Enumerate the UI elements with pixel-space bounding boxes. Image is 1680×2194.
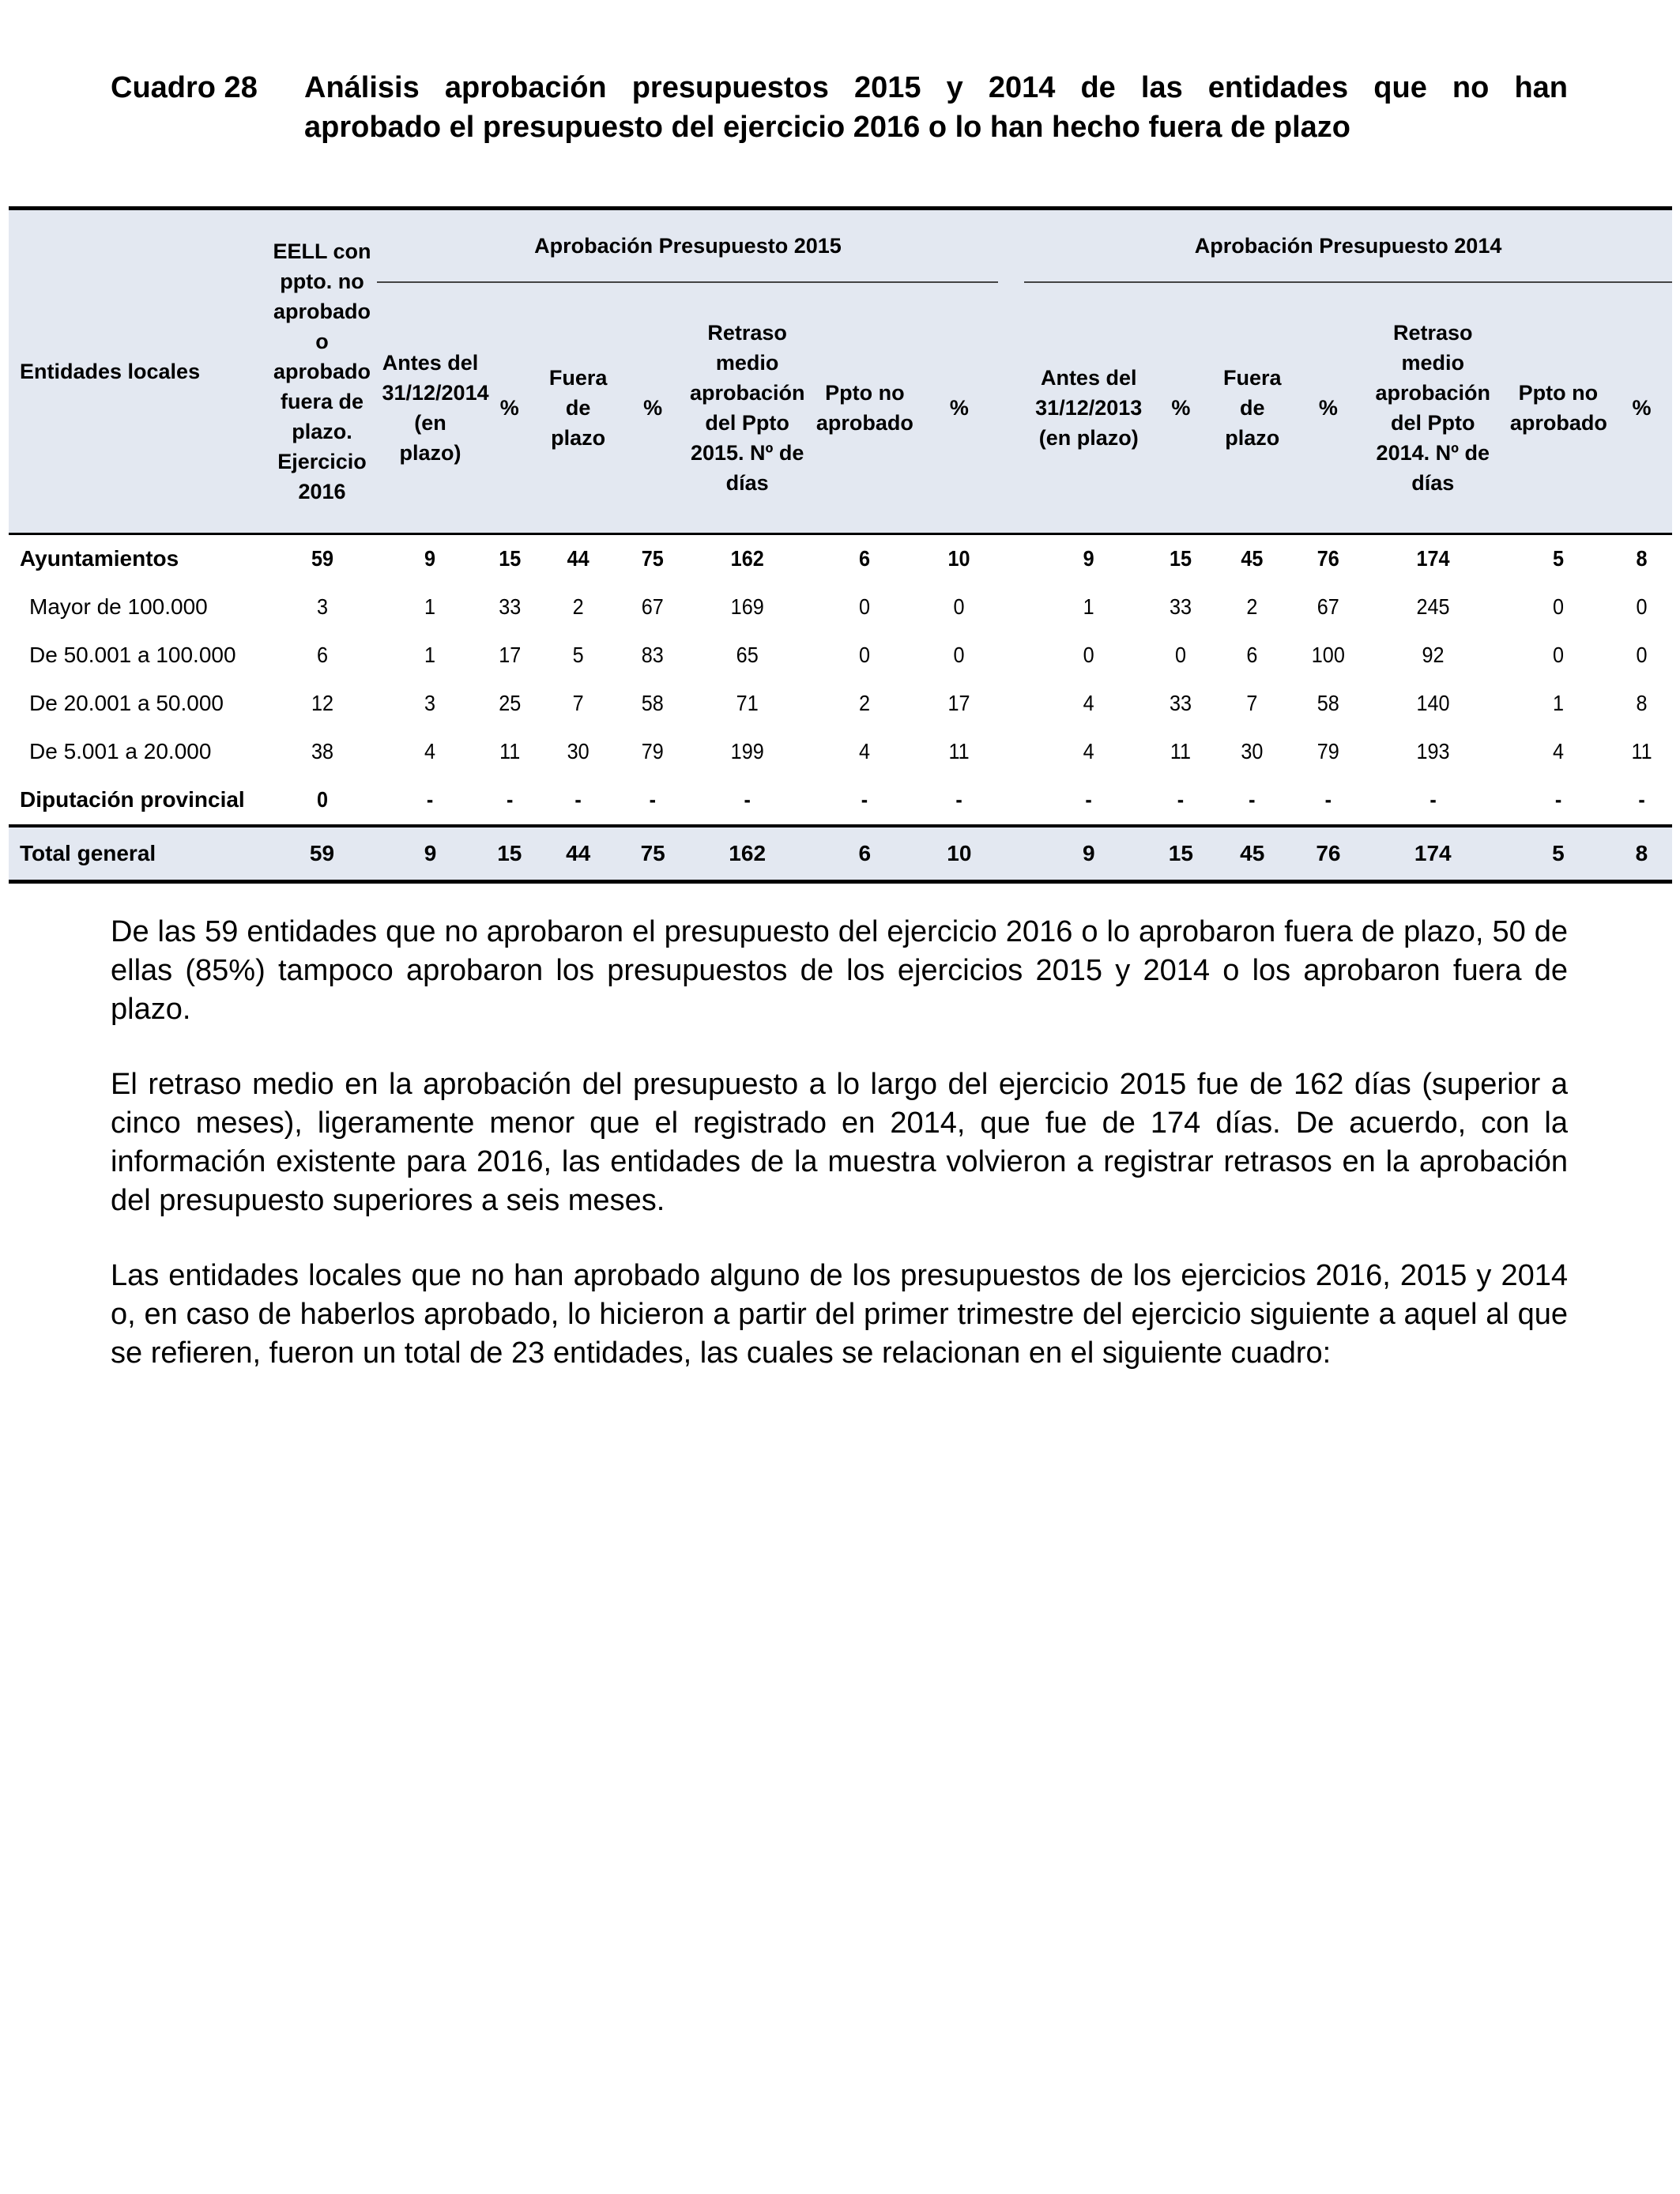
table-cell: 3 [424,691,436,715]
table-cell: - [649,787,657,812]
total-cell: 6 [809,826,920,882]
total-cell: 5 [1505,826,1611,882]
table-cell: 4 [859,739,871,763]
table-cell: 5 [572,643,584,667]
table-cell: 15 [486,533,533,583]
table-cell: 0 [1175,643,1187,667]
table-cell: - [1177,787,1185,812]
table-cell: - [1554,787,1562,812]
header-ppto-no: Ppto no aprobado [1509,380,1607,435]
table-cell: 140 [1416,691,1450,715]
table-cell: - [574,787,582,812]
table-cell: 30 [1241,739,1264,763]
table-cell: 100 [1311,643,1345,667]
table-row [9,728,1672,776]
row-label: De 20.001 a 50.000 [29,691,224,715]
table-cell: 3 [316,594,328,619]
header-pct: % [1318,395,1338,420]
table-cell: 75 [623,533,681,583]
table-cell: 8 [1614,533,1669,583]
total-cell: 15 [484,826,536,882]
total-cell: 174 [1361,826,1505,882]
table-cell: 11 [1170,739,1192,763]
header-pct: % [643,395,663,420]
total-cell: 59 [267,826,378,882]
table-cell: 67 [642,594,665,619]
table-cell: 169 [730,594,764,619]
table-row [9,680,1672,728]
total-cell: 10 [920,826,998,882]
table-cell: 6 [815,533,914,583]
table-cell: 0 [316,787,328,812]
total-cell: 75 [620,826,685,882]
table-cell: 4 [1552,739,1564,763]
paragraph: Las entidades locales que no han aprobado alguno de los presupuestos de los ejercicios 2016, 2015 y 2014 o, en caso de haberlos aprobado, lo hicieron a partir del primer trimestre del ejercicio siguiente a aquel al que se refieren, fueron un total de 23 entidades, las cuales se relacionan en el siguiente cuadro: [111,1259,1568,1370]
table-cell: 245 [1416,594,1450,619]
table-cell: 0 [1636,643,1648,667]
header-retraso-2015: Retraso medio aprobación del Ppto 2015. Nº de días [689,320,805,495]
row-label: Mayor de 100.000 [29,594,208,619]
table-cell: 0 [953,594,965,619]
header-fuera: Fuera de plazo [548,365,608,450]
table-cell: 5 [1511,533,1607,583]
table-cell: 76 [1299,533,1357,583]
table-cell: 79 [1317,739,1339,763]
table-cell: - [506,787,514,812]
table-cell: 0 [1083,643,1094,667]
row-label: Diputación provincial [20,787,245,812]
table-total-row [9,826,1672,882]
row-label: Ayuntamientos [9,533,267,583]
table-cell: 174 [1368,533,1498,583]
table-cell: 17 [498,643,521,667]
table-row [9,583,1672,631]
table-cell: 193 [1416,739,1450,763]
title-line-1: Análisis aprobación presupuestos 2015 y 2014 de las entidades que no han [304,71,1568,104]
title-line-2: aprobado el presupuesto del ejercicio 2016 o lo han hecho fuera de plazo [304,111,1351,144]
table-cell: 6 [316,643,328,667]
header-ppto-no: Ppto no aprobado [816,380,913,435]
table-cell: 2 [1246,594,1258,619]
table-cell: 79 [642,739,665,763]
table-cell: 9 [382,533,478,583]
header-group-2014: Aprobación Presupuesto 2014 [1024,209,1672,283]
header-pct: % [499,395,519,420]
table-cell: 15 [1156,533,1206,583]
table-cell: 162 [691,533,804,583]
total-label: Total general [9,826,267,882]
header-group-2015: Aprobación Presupuesto 2015 [377,209,998,283]
table-cell: 199 [730,739,764,763]
total-cell: 45 [1208,826,1296,882]
header-pct: % [1632,395,1652,420]
table-cell: 33 [498,594,521,619]
row-label: De 5.001 a 20.000 [29,739,212,763]
table-cell: 1 [424,594,436,619]
table-cell: 67 [1317,594,1339,619]
table-cell: 1 [1083,594,1094,619]
table-cell: 33 [1170,691,1192,715]
header-pct: % [1171,395,1191,420]
table-cell: 0 [1552,594,1564,619]
table-cell: - [1249,787,1256,812]
budget-table [9,206,1672,884]
table-cell: 0 [1636,594,1648,619]
table-cell: 58 [1317,691,1339,715]
table-cell: 25 [498,691,521,715]
table-cell: 44 [540,533,616,583]
table-cell: 4 [424,739,436,763]
table-cell: 1 [424,643,436,667]
table-row [9,631,1672,680]
total-cell: 15 [1153,826,1208,882]
table-number: Cuadro 28 [111,71,258,104]
table-cell: - [1324,787,1332,812]
table-cell: 92 [1422,643,1445,667]
table-cell: 11 [948,739,970,763]
table-cell: 6 [1246,643,1258,667]
table-cell: 65 [736,643,759,667]
header-retraso-2014: Retraso medio aprobación del Ppto 2014. Nº de días [1375,320,1491,495]
table-cell: 11 [499,739,520,763]
header-pct: % [949,395,969,420]
table-cell: - [861,787,868,812]
header-entidades: Entidades locales [9,209,267,534]
table-cell: 59 [273,533,372,583]
table-cell: - [955,787,963,812]
table-cell: 38 [311,739,333,763]
table-cell: 1 [1552,691,1564,715]
table-cell: 9 [1030,533,1147,583]
table-cell: 2 [572,594,584,619]
total-cell: 9 [1024,826,1153,882]
table-cell: 4 [1083,739,1094,763]
table-row [9,533,1672,583]
table-cell: 12 [311,691,333,715]
table-cell: 8 [1636,691,1648,715]
table-cell: 45 [1213,533,1292,583]
paragraph: El retraso medio en la aprobación del presupuesto a lo largo del ejercicio 2015 fue de 162 días (superior a cinco meses), ligeramente menor que el registrado en 2014, que fue de 174 días. De acuerdo, con la información existente para 2016, las entidades de la muestra volvieron a registrar retrasos en la aprobación del presupuesto superiores a seis meses. [111,1068,1568,1217]
table-cell: 10 [924,533,994,583]
table-cell: 0 [859,643,871,667]
table-cell: 0 [953,643,965,667]
table-cell: 4 [1083,691,1094,715]
body-text [111,913,1568,1409]
table-cell: 17 [947,691,970,715]
table-row [9,776,1672,826]
total-cell: 44 [536,826,620,882]
total-cell: 76 [1296,826,1361,882]
table-cell: 58 [642,691,665,715]
table-cell: 33 [1170,594,1192,619]
header-fuera: Fuera de plazo [1222,365,1282,450]
table-cell: 71 [736,691,759,715]
table-cell: 30 [567,739,590,763]
table-cell: 2 [859,691,871,715]
table-cell: 83 [642,643,665,667]
row-label: De 50.001 a 100.000 [29,643,236,667]
table-cell: - [1430,787,1437,812]
table-cell: 0 [859,594,871,619]
header-antes-2015: Antes del 31/12/2014 (en plazo) [382,350,489,465]
total-cell: 9 [377,826,483,882]
table-cell: 7 [1246,691,1258,715]
table-cell: - [1085,787,1092,812]
total-cell: 8 [1611,826,1672,882]
table-cell: 11 [1631,739,1652,763]
paragraph: De las 59 entidades que no aprobaron el presupuesto del ejercicio 2016 o lo aprobaron fuera de plazo, 50 de ellas (85%) tampoco aprobaron los presupuestos de los ejercicios 2015 y 2014 o los aprobaron fuera de plazo. [111,915,1568,1026]
header-antes-2014: Antes del 31/12/2013 (en plazo) [1035,365,1143,450]
table-cell: - [744,787,751,812]
total-cell: 162 [685,826,809,882]
table-cell: - [1638,787,1645,812]
table-cell: - [427,787,434,812]
header-eell: EELL con ppto. no aprobado o aprobado fuera de plazo. Ejercicio 2016 [267,209,378,534]
table-cell: 0 [1552,643,1564,667]
table-cell: 7 [572,691,584,715]
